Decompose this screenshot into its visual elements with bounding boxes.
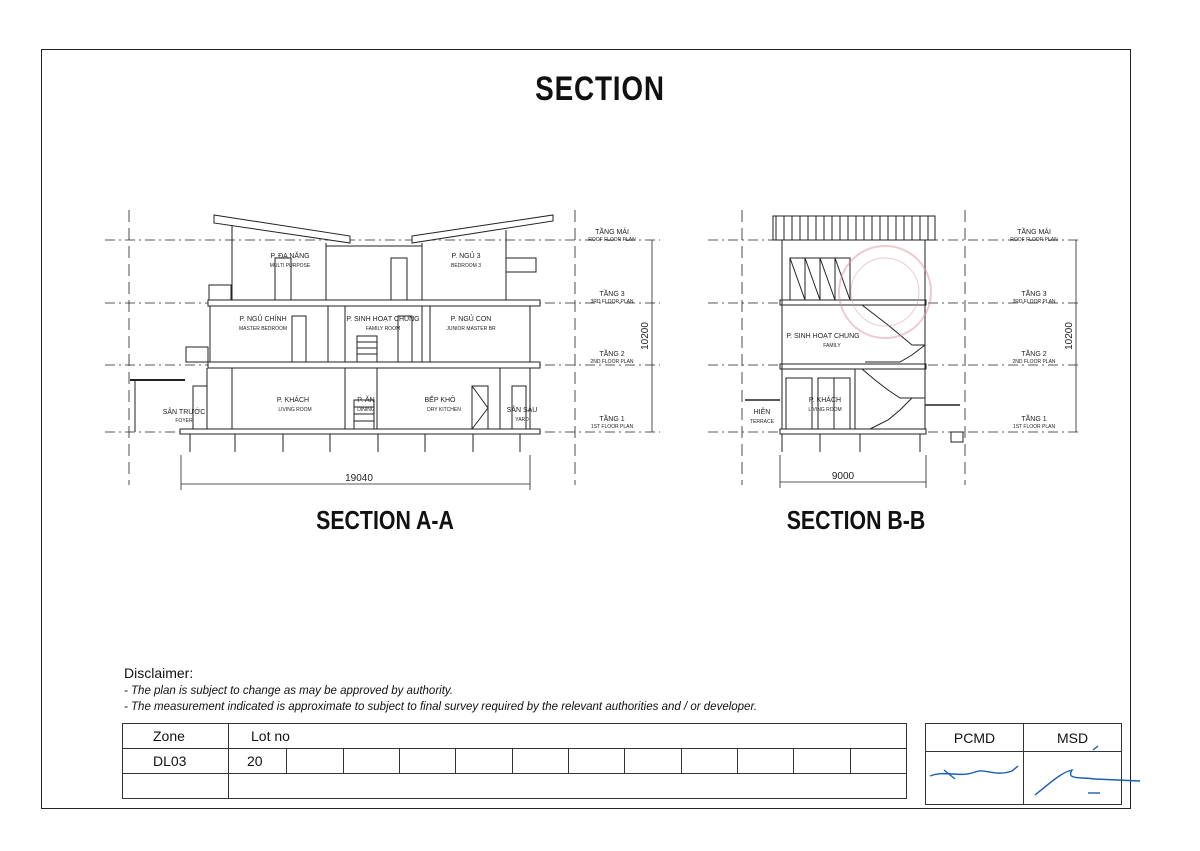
signature-table <box>925 723 1122 805</box>
room-kitchen-en: DRY KITCHEN <box>427 407 461 413</box>
room-b-family-en: FAMILY <box>823 343 841 349</box>
room-master-vn: P. NGỦ CHÍNH <box>239 316 287 323</box>
room-family-vn: P. SINH HOẠT CHUNG <box>346 316 420 323</box>
grid-cell <box>287 749 343 774</box>
level-b-1-vn: TẦNG 1 <box>1021 416 1047 423</box>
level-roof-en: ROOF FLOOR PLAN <box>588 237 636 243</box>
dimension-height-a: 10200 <box>640 322 651 350</box>
room-b-terrace-vn: HIÊN <box>753 409 771 416</box>
section-b-title: SECTION B-B <box>786 505 926 535</box>
room-foyer-vn: SÂN TRƯỚC <box>162 409 206 416</box>
room-junior-en: JUNIOR MASTER BR <box>446 326 496 332</box>
msd-label: MSD <box>1024 724 1122 752</box>
dimension-width-b: 9000 <box>831 471 855 482</box>
grid-cell <box>737 749 793 774</box>
msd-signature-cell <box>1024 752 1122 805</box>
dimension-width-a: 19040 <box>345 473 373 484</box>
lot-value: 20 <box>229 749 287 774</box>
section-b-level-tags <box>1010 226 1058 430</box>
grid-cell <box>794 749 850 774</box>
level-1-en: 1ST FLOOR PLAN <box>590 424 634 430</box>
section-b-drawing <box>708 210 1078 488</box>
room-kitchen-vn: BẾP KHÔ <box>424 397 456 404</box>
room-foyer-en: FOYER <box>175 418 193 424</box>
level-roof-vn: TẦNG MÁI <box>595 229 629 236</box>
page-title: SECTION <box>535 70 665 108</box>
grid-cell <box>512 749 568 774</box>
level-b-2-en: 2ND FLOOR PLAN <box>1012 359 1056 365</box>
empty-cell <box>123 774 229 799</box>
room-living-vn: P. KHÁCH <box>276 397 310 404</box>
room-b-living-en: LIVING ROOM <box>808 407 842 413</box>
grid-cell <box>681 749 737 774</box>
room-multi-purpose-en: MULTI PURPOSE <box>269 263 311 269</box>
room-yard-vn: SÂN SAU <box>506 407 538 414</box>
section-b-labels <box>750 322 1075 482</box>
section-a-title: SECTION A-A <box>316 505 454 535</box>
room-bedroom3-en: BEDROOM 3 <box>450 263 482 269</box>
room-b-family-vn: P. SINH HOẠT CHUNG <box>786 333 860 340</box>
disclaimer-heading: Disclaimer: <box>124 665 194 681</box>
level-1-vn: TẦNG 1 <box>599 416 625 423</box>
disclaimer-line-1: - The plan is subject to change as may be approved by authority. <box>124 685 454 697</box>
room-b-living-vn: P. KHÁCH <box>808 397 842 404</box>
room-living-en: LIVING ROOM <box>278 407 312 413</box>
room-dining-vn: P. ĂN <box>357 397 375 404</box>
lot-label: Lot no <box>229 724 907 749</box>
room-multi-purpose-vn: P. ĐA NĂNG <box>270 253 310 260</box>
dimension-height-b: 10200 <box>1064 322 1075 350</box>
disclaimer-line-2: - The measurement indicated is approximate to subject to final survey required by the relevant authorities and / or developer. <box>124 701 758 713</box>
level-b-1-en: 1ST FLOOR PLAN <box>1012 424 1056 430</box>
level-3-vn: TẦNG 3 <box>599 291 625 298</box>
grid-cell <box>850 749 906 774</box>
level-b-roof-en: ROOF FLOOR PLAN <box>1010 237 1058 243</box>
grid-cell <box>625 749 681 774</box>
grid-cell <box>568 749 624 774</box>
section-a-drawing <box>105 210 660 490</box>
level-2-vn: TẦNG 2 <box>599 351 625 358</box>
section-a-level-tags <box>588 226 636 430</box>
room-bedroom3-vn: P. NGỦ 3 <box>451 253 481 260</box>
pcmd-label: PCMD <box>926 724 1024 752</box>
zone-value: DL03 <box>123 749 229 774</box>
pcmd-signature-cell <box>926 752 1024 805</box>
room-dining-en: DINING <box>357 407 375 413</box>
grid-cell <box>343 749 399 774</box>
level-3-en: 3RD FLOOR PLAN <box>590 299 634 305</box>
room-master-en: MASTER BEDROOM <box>238 326 288 332</box>
grid-cell <box>456 749 512 774</box>
grid-cell <box>400 749 456 774</box>
level-b-roof-vn: TẦNG MÁI <box>1017 229 1051 236</box>
zone-label: Zone <box>123 724 229 749</box>
room-b-terrace-en: TERRACE <box>750 419 774 425</box>
level-2-en: 2ND FLOOR PLAN <box>590 359 634 365</box>
zone-lot-table <box>122 723 907 799</box>
approval-stamp-seal <box>839 246 931 338</box>
empty-cell <box>229 774 907 799</box>
room-junior-vn: P. NGỦ CON <box>450 316 492 323</box>
level-b-3-en: 3RD FLOOR PLAN <box>1012 299 1056 305</box>
level-b-3-vn: TẦNG 3 <box>1021 291 1047 298</box>
room-family-en: FAMILY ROOM <box>365 326 401 332</box>
level-b-2-vn: TẦNG 2 <box>1021 351 1047 358</box>
room-yard-en: YARD <box>515 417 529 423</box>
